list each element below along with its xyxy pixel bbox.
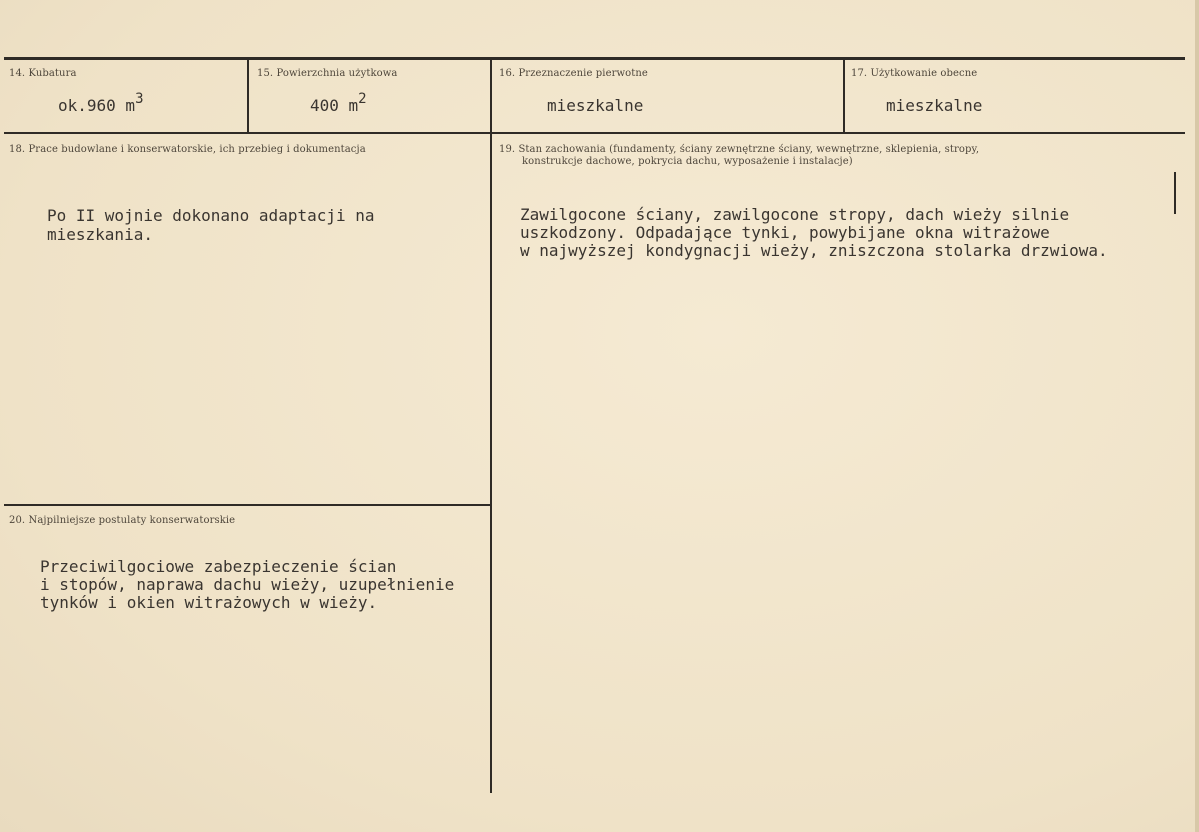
divider-14-15 xyxy=(247,60,249,133)
field-15-unit-exponent: 2 xyxy=(358,91,367,107)
field-14-label: 14. Kubatura xyxy=(9,68,77,79)
field-16-value: mieszkalne xyxy=(547,96,644,115)
field-14-unit-exponent: 3 xyxy=(135,91,144,107)
divider-16-17 xyxy=(843,60,845,133)
right-margin-mark xyxy=(1174,172,1176,214)
field-18-line-1: Po II wojnie dokonano adaptacji na xyxy=(47,206,375,225)
field-20-line-1: Przeciwilgociowe zabezpieczenie ścian xyxy=(40,557,397,576)
field-15-value-text: 400 m xyxy=(310,96,359,115)
row1-bottom-rule xyxy=(4,132,1185,134)
scan-edge-shadow xyxy=(1195,0,1199,832)
field-14-value xyxy=(58,91,144,116)
field-15-value xyxy=(310,91,367,116)
field-15-label: 15. Powierzchnia użytkowa xyxy=(257,68,398,79)
field-19-line-2: uszkodzony. Odpadające tynki, powybijane okna witrażowe xyxy=(520,223,1050,242)
field-16-label: 16. Przeznaczenie pierwotne xyxy=(499,68,648,79)
field-14-value-text: ok.960 m xyxy=(58,96,136,115)
top-rule xyxy=(4,57,1185,60)
field18-bottom-rule xyxy=(4,504,491,506)
field-20-line-3: tynków i okien witrażowych w wieży. xyxy=(40,593,378,612)
field-20-line-2: i stopów, naprawa dachu wieży, uzupełnienie xyxy=(40,575,455,594)
field-19-line-3: w najwyższej kondygnacji wieży, zniszczona stolarka drzwiowa. xyxy=(520,241,1108,260)
field-19-label-line-2: konstrukcje dachowe, pokrycia dachu, wyposażenie i instalacje) xyxy=(522,156,853,167)
field-18-label: 18. Prace budowlane i konserwatorskie, ich przebieg i dokumentacja xyxy=(9,144,366,155)
field-17-value: mieszkalne xyxy=(886,96,983,115)
field-19-label-line-1: 19. Stan zachowania (fundamenty, ściany zewnętrzne ściany, wewnętrzne, sklepienia, stropy, xyxy=(499,144,980,155)
field-19-line-1: Zawilgocone ściany, zawilgocone stropy, dach wieży silnie xyxy=(520,205,1070,224)
field-20-label: 20. Najpilniejsze postulaty konserwatorskie xyxy=(9,515,236,526)
divider-main xyxy=(490,60,492,793)
field-18-line-2: mieszkania. xyxy=(47,225,153,244)
field-17-label: 17. Użytkowanie obecne xyxy=(851,68,978,79)
